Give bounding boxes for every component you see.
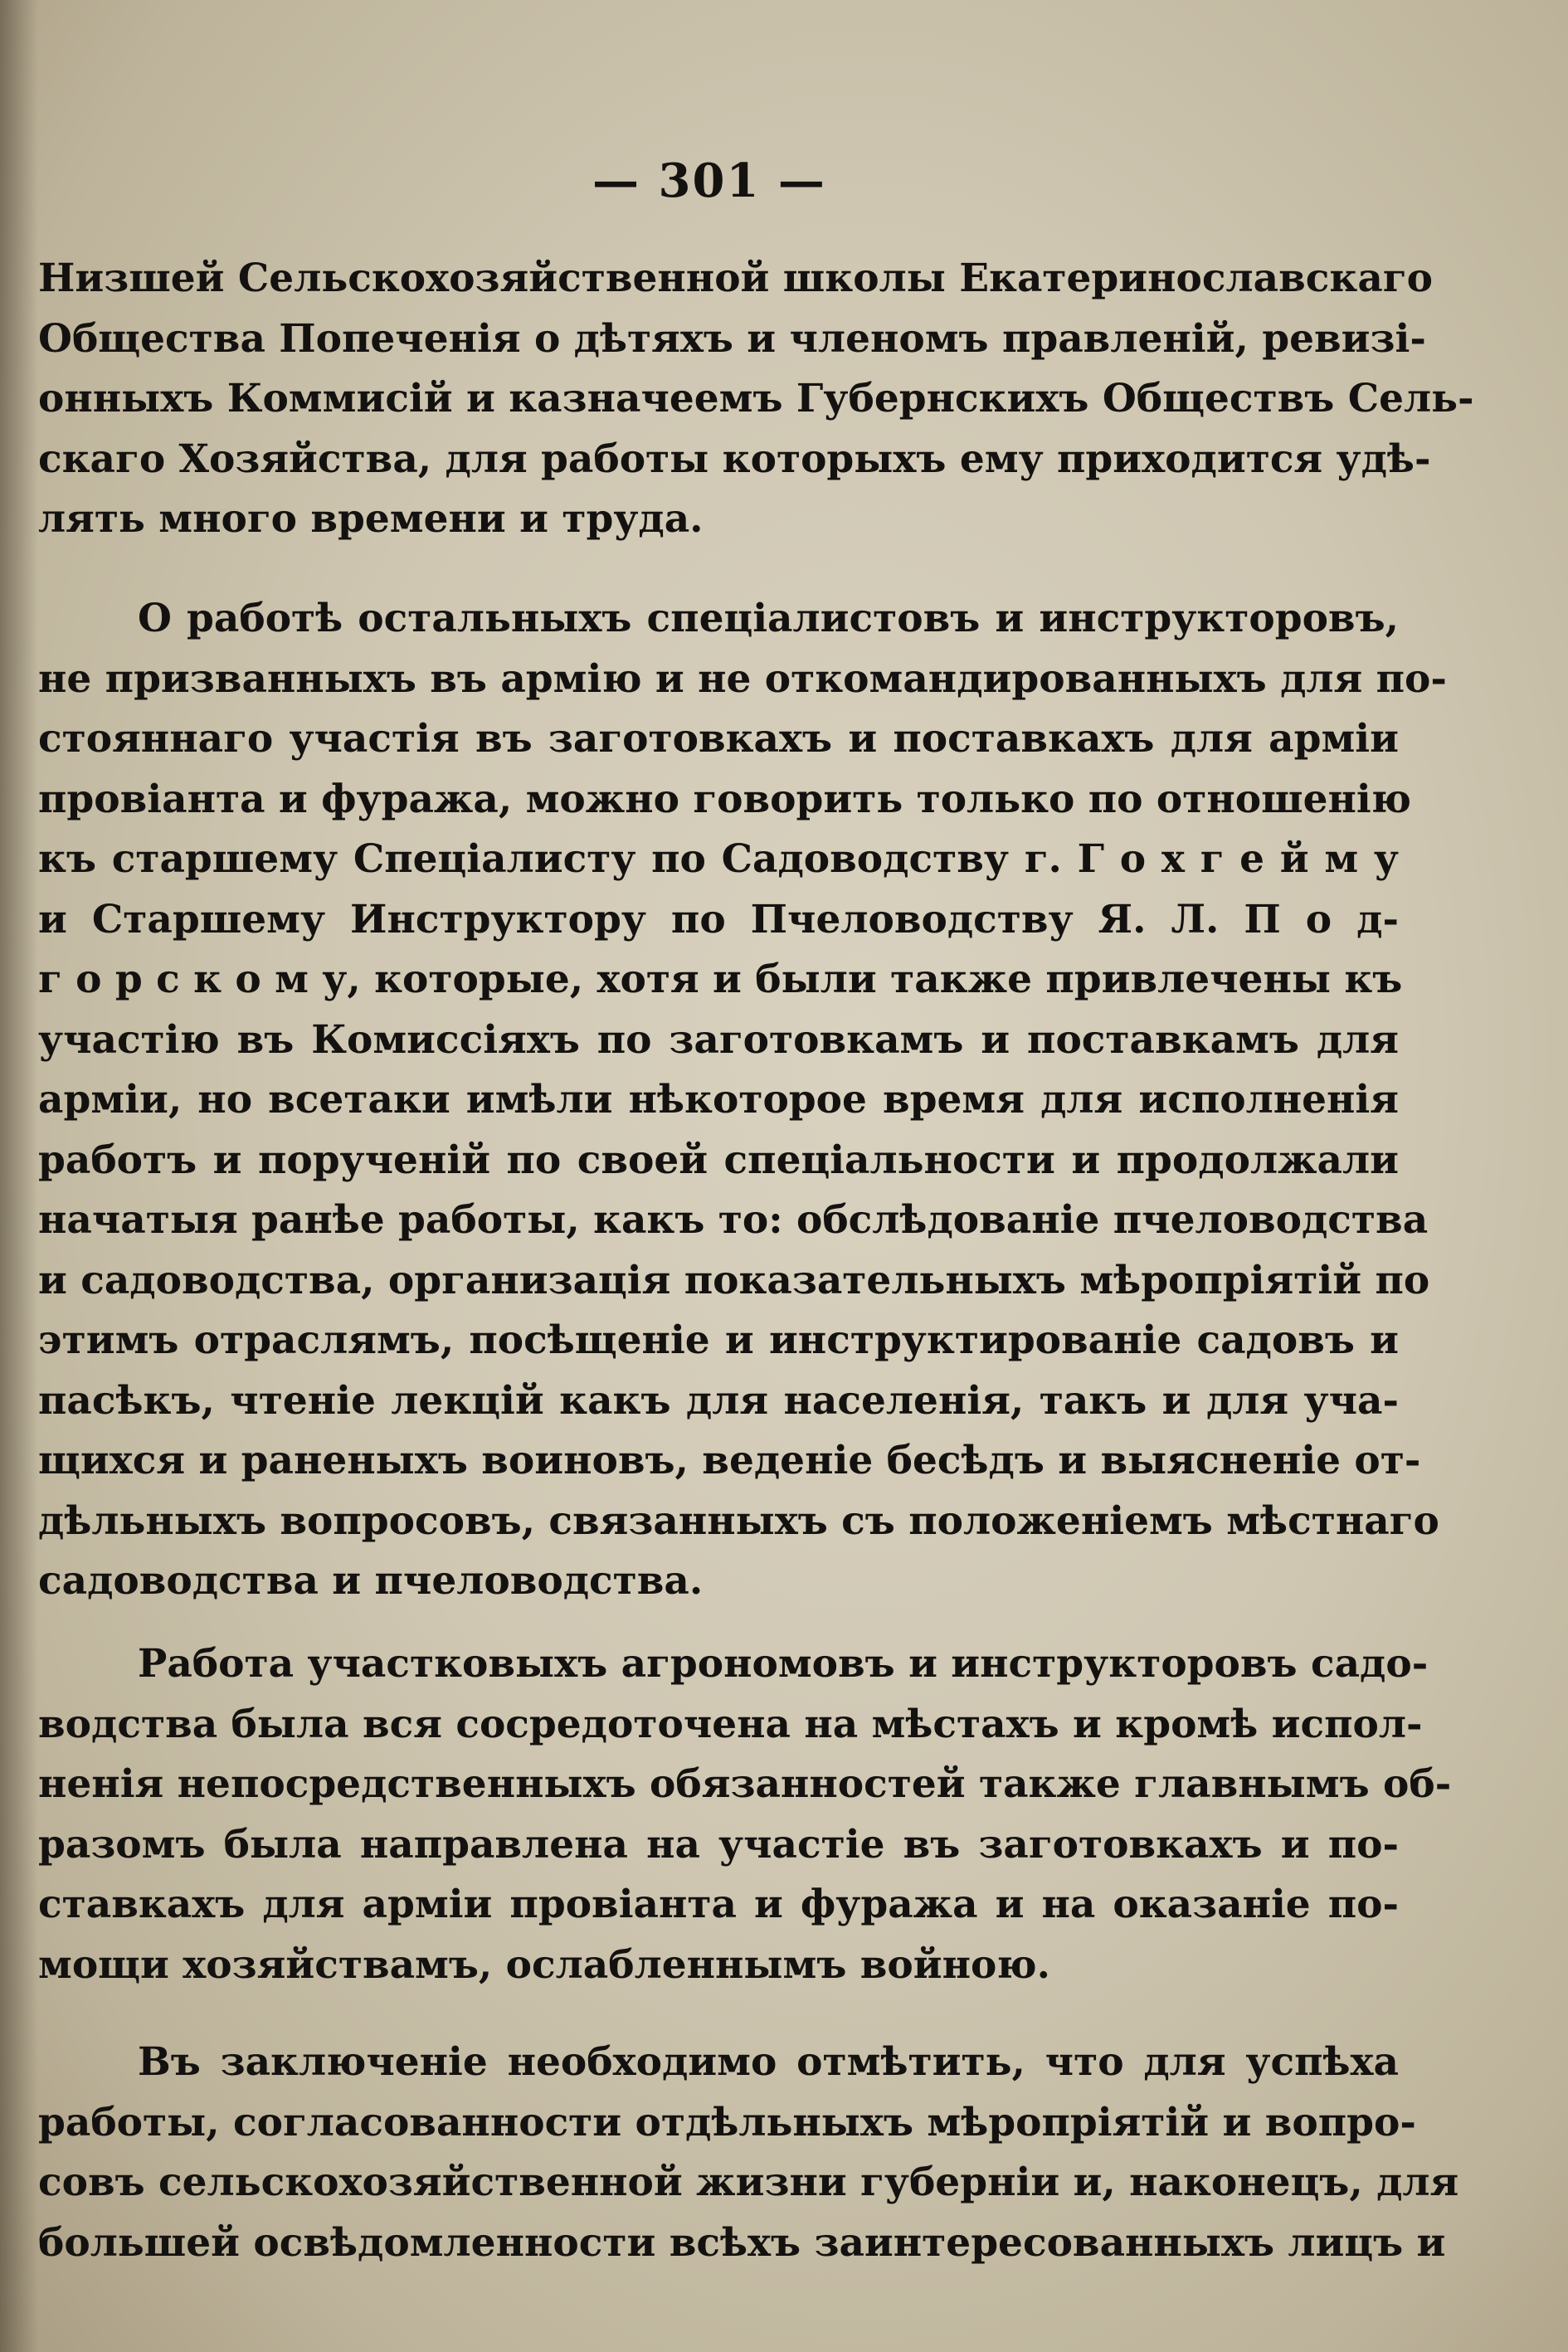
text-line: работы, согласованности отдѣльныхъ мѣропріятій и вопро- xyxy=(38,2099,1416,2145)
page-number: — 301 — xyxy=(592,153,826,208)
text-line: мощи хозяйствамъ, ослабленнымъ войною. xyxy=(38,1941,1050,1988)
text-line: щихся и раненыхъ воиновъ, веденіе бесѣдъ и выясненіе от- xyxy=(38,1438,1421,1483)
text-line: разомъ была направлена на участіе въ заготовкахъ и по- xyxy=(38,1821,1399,1867)
text-line: начатыя ранѣе работы, какъ то: обслѣдованіе пчеловодства xyxy=(38,1197,1429,1243)
paragraph-4 xyxy=(38,2033,1459,2273)
text-line: совъ сельскохозяйственной жизни губерніи и, наконецъ, для xyxy=(38,2160,1459,2205)
text-line: и Старшему Инструктору по Пчеловодству Я. Л. П о д- xyxy=(38,896,1399,942)
text-line: садоводства и пчеловодства. xyxy=(38,1558,704,1604)
text-line: г о р с к о м у, которые, хотя и были также привлечены къ xyxy=(38,957,1403,1002)
text-line: участію въ Комиссіяхъ по заготовкамъ и поставкамъ для xyxy=(38,1016,1399,1063)
text-line: большей освѣдомленности всѣхъ заинтересованныхъ лицъ и xyxy=(38,2219,1446,2266)
text-line: Въ заключеніе необходимо отмѣтить, что для успѣха xyxy=(138,2039,1399,2085)
text-line: Общества Попеченія о дѣтяхъ и членомъ правленій, ревизі- xyxy=(38,315,1426,362)
text-line: скаго Хозяйства, для работы которыхъ ему приходится удѣ- xyxy=(38,436,1431,482)
text-line: лять много времени и труда. xyxy=(38,496,704,542)
text-line: провіанта и фуража, можно говорить только по отношенію xyxy=(38,776,1411,822)
text-line: стояннаго участія въ заготовкахъ и поставкахъ для арміи xyxy=(38,716,1399,762)
text-line: Низшей Сельскохозяйственной школы Екатеринославскаго xyxy=(38,256,1433,301)
text-line: этимъ отраслямъ, посѣщеніе и инструктированіе садовъ и xyxy=(38,1317,1399,1363)
text-line: ставкахъ для арміи провіанта и фуража и на оказаніе по- xyxy=(38,1882,1399,1927)
text-line: водства была вся сосредоточена на мѣстахъ и кромѣ испол- xyxy=(38,1701,1423,1747)
binding-shadow xyxy=(0,0,38,2352)
paragraph-2 xyxy=(38,589,1447,1612)
text-line: арміи, но всетаки имѣли нѣкоторое время для исполненія xyxy=(38,1077,1399,1122)
paragraph-1 xyxy=(38,249,1474,550)
text-line: дѣльныхъ вопросовъ, связанныхъ съ положеніемъ мѣстнаго xyxy=(38,1497,1439,1544)
text-line: онныхъ Коммисій и казначеемъ Губернскихъ Обществъ Сель- xyxy=(38,376,1474,421)
text-line: О работѣ остальныхъ спеціалистовъ и инструкторовъ, xyxy=(138,596,1399,641)
text-line: и садоводства, организація показательныхъ мѣропріятій по xyxy=(38,1257,1430,1303)
text-line: не призванныхъ въ армію и не откомандированныхъ для по- xyxy=(38,655,1447,702)
text-line: пасѣкъ, чтеніе лекцій какъ для населенія, такъ и для уча- xyxy=(38,1377,1399,1424)
text-line: Работа участковыхъ агрономовъ и инструкторовъ садо- xyxy=(138,1641,1429,1687)
text-line: ненія непосредственныхъ обязанностей также главнымъ об- xyxy=(38,1761,1452,1807)
text-line: работъ и порученій по своей спеціальности и продолжали xyxy=(38,1137,1399,1183)
paragraph-3 xyxy=(38,1634,1452,1995)
text-line: къ старшему Спеціалисту по Садоводству г. Г о х г е й м у xyxy=(38,836,1399,882)
